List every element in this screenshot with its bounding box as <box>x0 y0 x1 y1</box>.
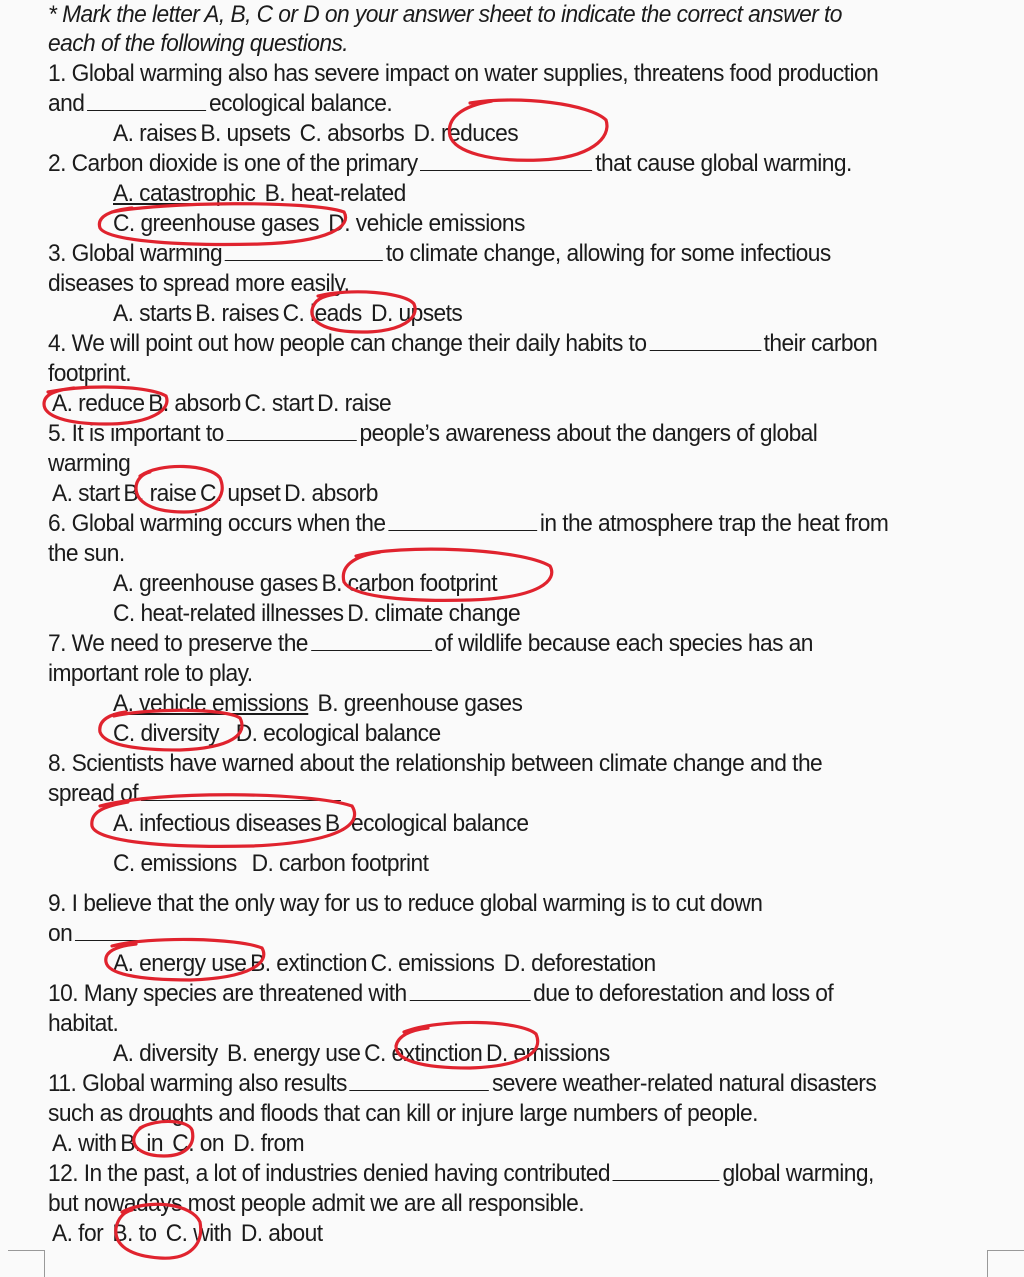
question-6-options-2 <box>113 599 529 629</box>
option-d[interactable]: D. deforestation <box>503 950 656 977</box>
option-a[interactable]: A. catastrophic <box>113 180 256 207</box>
option-d[interactable]: D. reduces <box>413 120 519 147</box>
option-c[interactable]: C. diversity <box>113 720 219 747</box>
option-a[interactable]: A. energy use <box>113 950 247 977</box>
question-2-options-1 <box>113 179 415 209</box>
option-d[interactable]: D. raise <box>317 390 392 417</box>
question-12-options <box>52 1219 332 1249</box>
question-4-options <box>52 389 400 419</box>
option-c[interactable]: C. absorbs <box>299 120 405 147</box>
option-d[interactable]: D. about <box>240 1220 323 1247</box>
option-a[interactable]: A. vehicle emissions <box>113 690 309 717</box>
option-a[interactable]: A. diversity <box>113 1040 218 1067</box>
option-b[interactable]: B. greenhouse gases <box>317 690 523 717</box>
option-b[interactable]: B. ecological balance <box>324 810 529 837</box>
answer-blank <box>141 779 341 801</box>
answer-blank <box>613 1159 720 1181</box>
option-a[interactable]: A. for <box>52 1220 104 1247</box>
question-9-options <box>113 949 665 979</box>
answer-blank <box>350 1069 490 1091</box>
answer-blank <box>409 979 530 1001</box>
option-c[interactable]: C. upset <box>199 480 281 507</box>
option-c[interactable]: C. greenhouse gases <box>113 210 320 237</box>
option-c[interactable]: C. start <box>244 390 314 417</box>
question-5-stem: 5. It is important to people’s awareness about the dangers of global <box>48 420 818 447</box>
option-d[interactable]: D. vehicle emissions <box>328 210 525 237</box>
option-b[interactable]: B. absorb <box>148 390 241 417</box>
question-3-stem-cont: diseases to spread more easily. <box>48 270 350 297</box>
instruction-line-2: each of the following questions. <box>48 30 349 57</box>
question-2-stem: 2. Carbon dioxide is one of the primary that cause global warming. <box>48 150 852 177</box>
question-10-stem-cont: habitat. <box>48 1010 119 1037</box>
option-b[interactable]: B. extinction <box>250 950 367 977</box>
option-d[interactable]: D. from <box>233 1130 305 1157</box>
question-3-options <box>113 299 472 329</box>
option-b[interactable]: B. in <box>120 1130 164 1157</box>
question-1-stem-cont: and ecological balance. <box>48 90 393 117</box>
option-c[interactable]: C. heat-related illnesses <box>113 600 344 627</box>
option-a[interactable]: A. infectious diseases <box>113 810 322 837</box>
question-4-stem: 4. We will point out how people can change their daily habits to their carbon <box>48 330 878 357</box>
answer-blank <box>420 149 592 171</box>
option-c[interactable]: C. emissions <box>370 950 495 977</box>
option-a[interactable]: A. with <box>52 1130 117 1157</box>
answer-blank <box>75 919 173 941</box>
option-a[interactable]: A. reduce <box>52 390 145 417</box>
question-7-stem: 7. We need to preserve the of wildlife because each species has an <box>48 630 813 657</box>
question-11-options <box>52 1129 313 1159</box>
option-a[interactable]: A. raises <box>113 120 197 147</box>
option-b[interactable]: B. energy use <box>227 1040 361 1067</box>
question-5-options <box>52 479 387 509</box>
option-d[interactable]: D. ecological balance <box>235 720 441 747</box>
question-7-options-2 <box>113 719 450 749</box>
question-12-stem-cont: but nowadays most people admit we are all responsible. <box>48 1190 585 1217</box>
question-1-stem: 1. Global warming also has severe impact on water supplies, threatens food production <box>48 60 879 87</box>
option-c[interactable]: C. emissions <box>113 850 237 877</box>
option-c[interactable]: C. on <box>172 1130 224 1157</box>
page-corner-right <box>987 1250 1024 1277</box>
question-6-stem: 6. Global warming occurs when the in the atmosphere trap the heat from <box>48 510 889 537</box>
question-11-stem: 11. Global warming also results severe weather-related natural disasters <box>48 1070 877 1097</box>
answer-blank <box>649 329 761 351</box>
question-8-stem-cont: spread of <box>48 779 344 809</box>
option-a[interactable]: A. greenhouse gases <box>113 570 318 597</box>
question-2-options-2 <box>113 209 534 239</box>
question-8-options-2 <box>113 849 438 879</box>
option-c[interactable]: C. with <box>165 1220 232 1247</box>
page-corner-left <box>8 1250 45 1277</box>
question-8-stem: 8. Scientists have warned about the relationship between climate change and the <box>48 750 823 777</box>
answer-blank <box>311 629 432 651</box>
question-9-stem-cont: on <box>48 919 175 949</box>
option-c[interactable]: C. extinction <box>364 1040 483 1067</box>
option-d[interactable]: D. upsets <box>371 300 463 327</box>
option-b[interactable]: B. to <box>112 1220 157 1247</box>
question-1-options <box>113 119 527 149</box>
question-8-options-1 <box>113 809 538 839</box>
option-b[interactable]: B. carbon footprint <box>321 570 498 597</box>
question-6-stem-cont: the sun. <box>48 540 125 567</box>
option-d[interactable]: D. carbon footprint <box>251 850 429 877</box>
answer-blank <box>87 89 206 111</box>
instruction-line-1: * Mark the letter A, B, C or D on your answer sheet to indicate the correct answer to <box>48 1 842 28</box>
question-4-stem-cont: footprint. <box>48 360 132 387</box>
option-d[interactable]: D. emissions <box>485 1040 610 1067</box>
option-d[interactable]: D. climate change <box>347 600 521 627</box>
option-b[interactable]: B. upsets <box>200 120 291 147</box>
option-b[interactable]: B. heat-related <box>264 180 406 207</box>
option-d[interactable]: D. absorb <box>284 480 378 507</box>
option-b[interactable]: B. raises <box>195 300 279 327</box>
question-10-options <box>113 1039 619 1069</box>
option-c[interactable]: C. leads <box>282 300 362 327</box>
question-6-options-1 <box>113 569 506 599</box>
answer-blank <box>227 419 357 441</box>
answer-blank <box>388 509 537 531</box>
question-7-options-1 <box>113 689 532 719</box>
question-3-stem: 3. Global warming to climate change, allowing for some infectious <box>48 240 831 267</box>
question-5-stem-cont: warming <box>48 450 131 477</box>
question-10-stem: 10. Many species are threatened with due to deforestation and loss of <box>48 980 834 1007</box>
option-b[interactable]: B. raise <box>123 480 197 507</box>
question-11-stem-cont: such as droughts and floods that can kill or injure large numbers of people. <box>48 1100 758 1127</box>
question-9-stem: 9. I believe that the only way for us to reduce global warming is to cut down <box>48 890 763 917</box>
answer-blank <box>225 239 383 261</box>
option-a[interactable]: A. start <box>52 480 120 507</box>
option-a[interactable]: A. starts <box>113 300 192 327</box>
question-12-stem: 12. In the past, a lot of industries denied having contributed global warming, <box>48 1160 874 1187</box>
question-7-stem-cont: important role to play. <box>48 660 253 687</box>
